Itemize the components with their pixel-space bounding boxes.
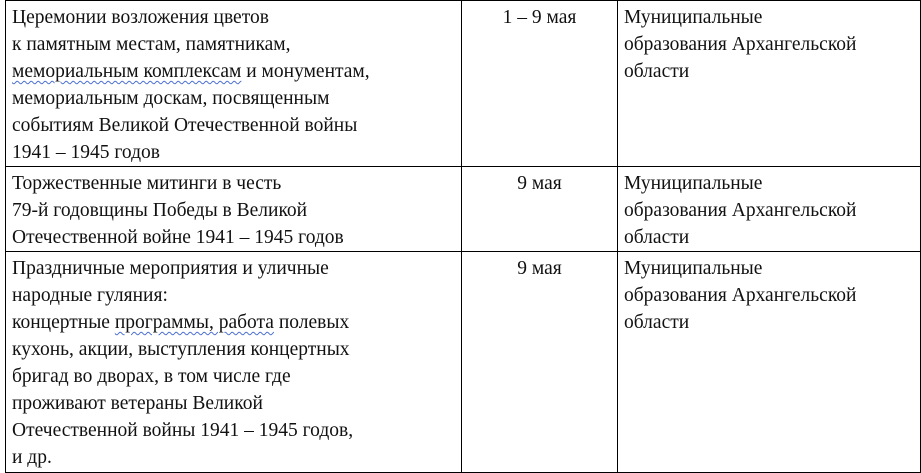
place-text-line: образования Архангельской [624,285,857,306]
event-text: событиям Великой Отечественной войны [12,115,358,136]
event-text: Церемонии возложения цветов [12,7,269,28]
place-text-line: Муниципальные [624,258,763,279]
table-row [6,252,921,473]
event-text: мемориальным доскам, посвященным [12,88,330,109]
event-text-line [12,390,455,417]
event-text-line [12,31,455,58]
event-text: и монументам, [241,61,370,82]
event-text: Торжественные митинги в честь [12,173,282,194]
event-place-cell [618,167,921,252]
spellcheck-flagged-text: мемориальным комплексам [12,61,242,82]
event-text: бригад во дворах, в том числе где [12,366,291,387]
event-text-line [12,417,455,444]
event-text: Отечественной войне 1941 – 1945 годов [12,227,344,248]
event-text-line [12,4,455,31]
events-table [5,0,921,473]
place-text-line: Муниципальные [624,7,763,28]
event-text: 79-й годовщины Победы в Великой [12,200,308,221]
event-date-cell: 1 – 9 мая [462,1,618,167]
event-date-cell: 9 мая [462,252,618,473]
event-text: полевых [273,312,350,333]
event-text: кухонь, акции, выступления концертных [12,339,350,360]
event-text-line [12,444,455,471]
place-text-line: Муниципальные [624,173,763,194]
event-text-line [12,309,455,336]
place-text-line: области [624,61,690,82]
event-text-line [12,224,455,251]
event-description-cell [6,252,462,473]
event-text: к памятным местам, памятникам, [12,34,291,55]
event-text: Отечественной войны 1941 – 1945 годов, [12,420,354,441]
event-text: концертные [12,312,115,333]
place-text-line: образования Архангельской [624,200,857,221]
table-row [6,167,921,252]
event-text-line [12,139,455,166]
event-text: проживают ветераны Великой [12,393,263,414]
event-text-line [12,363,455,390]
place-text-line: образования Архангельской [624,34,857,55]
event-text-line [12,85,455,112]
event-text-line [12,255,455,282]
events-table-body [6,1,921,473]
event-place-cell [618,252,921,473]
event-date-cell: 9 мая [462,167,618,252]
event-text-line [12,58,455,85]
event-place-cell [618,1,921,167]
event-text-line [12,112,455,139]
event-text: Праздничные мероприятия и уличные [12,258,329,279]
place-text-line: области [624,312,690,333]
place-text-line: области [624,227,690,248]
event-text-line [12,282,455,309]
event-description-cell [6,1,462,167]
event-text-line [12,336,455,363]
event-text-line [12,197,455,224]
event-text: 1941 – 1945 годов [12,142,160,163]
spellcheck-flagged-text: программы, работа [114,312,274,333]
table-row [6,1,921,167]
event-text-line [12,170,455,197]
event-text: и др. [12,447,52,468]
event-description-cell [6,167,462,252]
event-text: народные гуляния: [12,285,168,306]
